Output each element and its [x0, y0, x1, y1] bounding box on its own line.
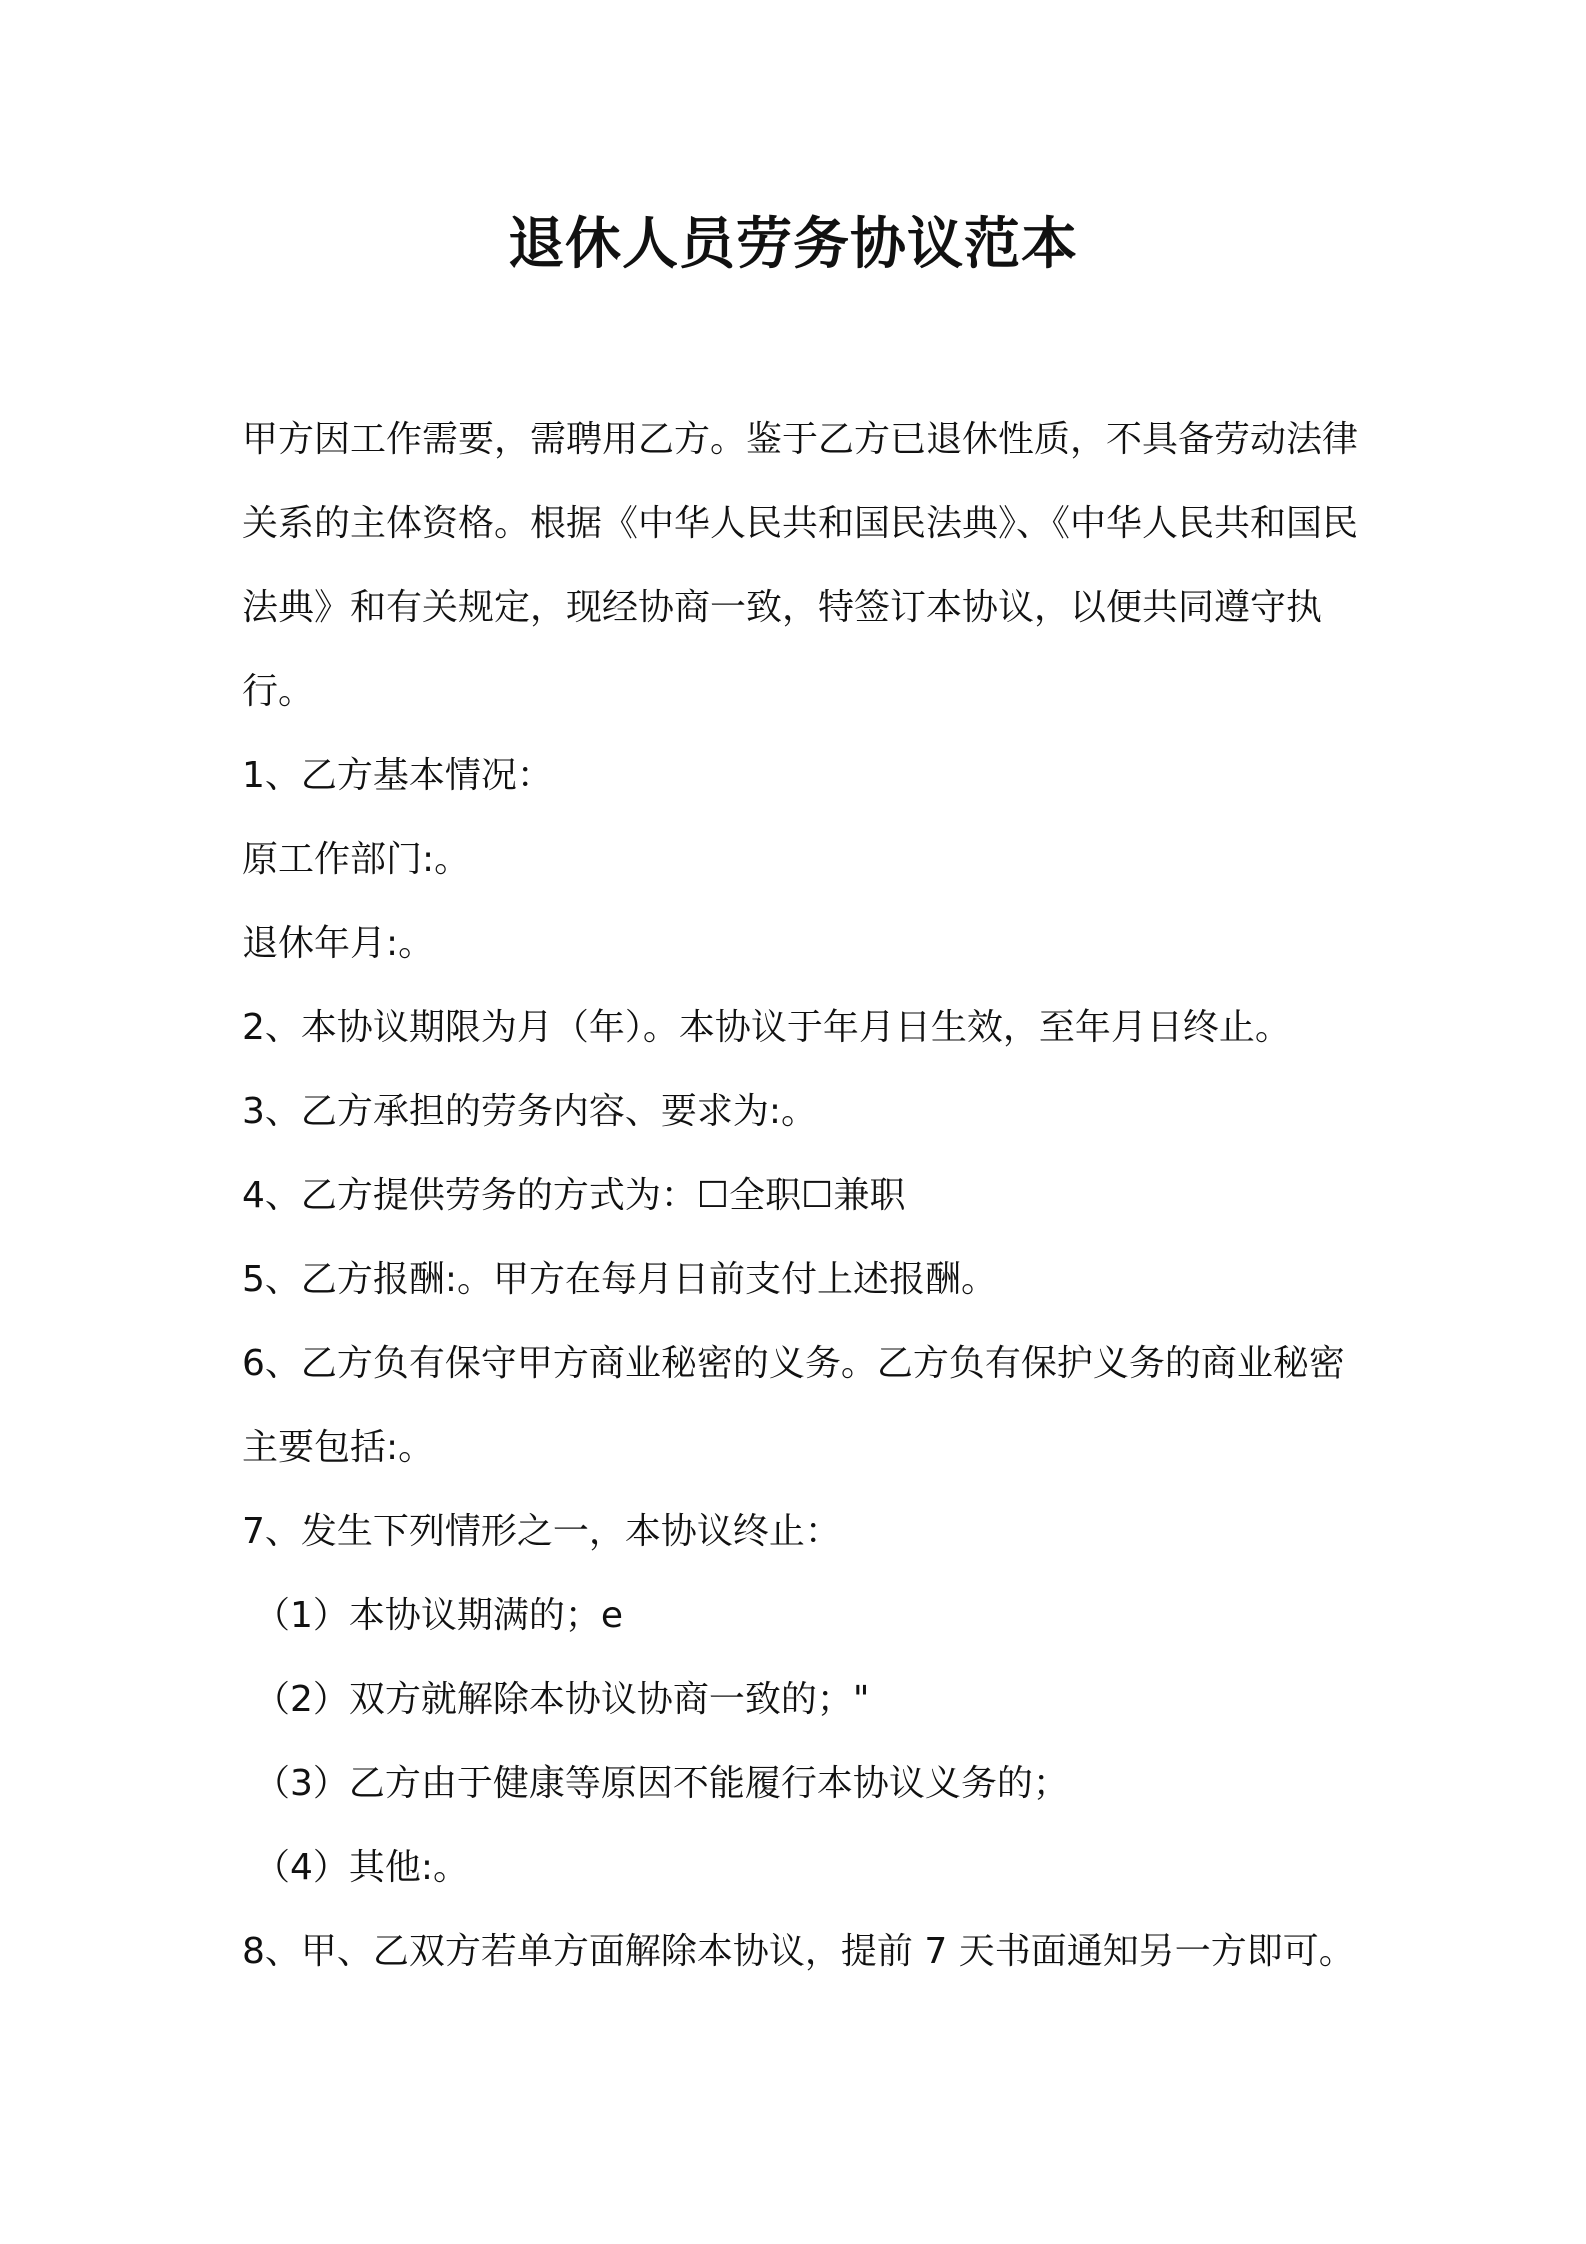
original-department-line: 原工作部门:。: [242, 839, 471, 880]
document-title: 退休人员劳务协议范本: [508, 212, 1078, 277]
termination-item-4: （4）其他:。: [254, 1847, 470, 1888]
clause-2: 2、本协议期限为月（年）。本协议于年月日生效，至年月日终止。: [242, 1007, 1291, 1048]
clause-1-heading: 1、乙方基本情况：: [242, 755, 553, 796]
clause-7-heading: 7、发生下列情形之一，本协议终止：: [242, 1511, 841, 1552]
document-body: [242, 398, 1362, 1994]
intro-paragraph: 甲方因工作需要，需聘用乙方。鉴于乙方已退休性质，不具备劳动法律关系的主体资格。根据《中华人民共和国民法典》、《中华人民共和国民法典》和有关规定，现经协商一致，特签订本协议，以便共同遵守执行。: [242, 419, 1359, 712]
clause-8: 8、甲、乙双方若单方面解除本协议，提前 7 天书面通知另一方即可。: [242, 1931, 1355, 1972]
termination-item-3: （3）乙方由于健康等原因不能履行本协议义务的；: [254, 1763, 1069, 1804]
clause-5: 5、乙方报酬:。甲方在每月日前支付上述报酬。: [242, 1259, 998, 1300]
termination-item-2: （2）双方就解除本协议协商一致的；": [254, 1679, 870, 1720]
clause-4: 4、乙方提供劳务的方式为：☐全职☐兼职: [242, 1175, 906, 1216]
clause-6: 6、乙方负有保守甲方商业秘密的义务。乙方负有保护义务的商业秘密主要包括:。: [242, 1343, 1345, 1468]
termination-item-1: （1）本协议期满的；e: [254, 1595, 624, 1636]
clause-3: 3、乙方承担的劳务内容、要求为:。: [242, 1091, 818, 1132]
retirement-date-line: 退休年月:。: [242, 923, 435, 964]
